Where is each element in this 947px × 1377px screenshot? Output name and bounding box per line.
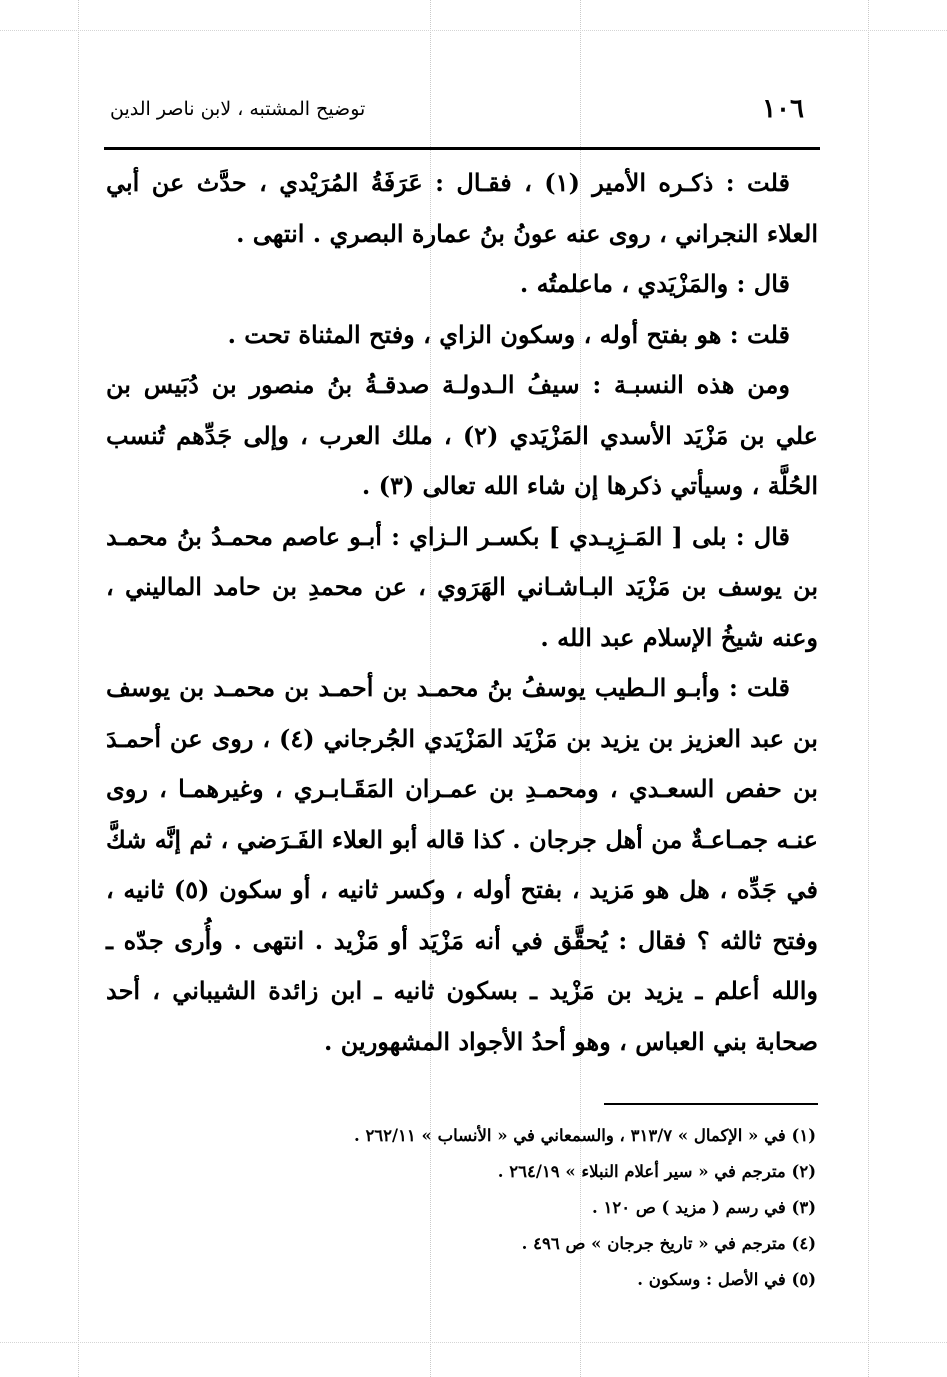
page-number: ١٠٦ — [762, 94, 804, 124]
footnote: (١) في « الإكمال » ٣١٣/٧ ، والسمعاني في « الأنساب » ٢٦٢/١١ . — [353, 1126, 816, 1145]
paragraph: قلت : وأبـو الـطيب يوسفُ بنُ محمـد بن أحمـد بن محمـد بن يوسف بن عبد العزيز بن يزيد بن مَزْيَد المَزْيَدي الجُرجاني (٤) ، روى عن أحمـدَ بن حفص السعـدي ، ومحمـدِ بن عمـران المَقَـابـري ، وغيرهمـا ، روى عنـه جمـاعـةٌ من أهل جرجان . كذا قاله أبو العلاء الفَـرَضي ، ثم إنَّه شكَّ في جَدِّه ، هل هو مَزيد ، بفتح أوله ، وكسر ثانيه ، أو سكون (٥) ثانيه ، وفتح ثالثه ؟ فقال : يُحقَّق في أنه مَزْيَد أو مَزْيد . انتهى . وأُرى جدّه ـ والله أعلم ـ يزيد بن مَزْيد ـ بسكون ثانيه ـ ابن زائدة الشيباني ، أحد صحابة بني العباس ، وهو أحدُ الأجواد المشهورين . — [106, 673, 818, 1056]
running-title: توضيح المشتبه ، لابن ناصر الدين — [110, 98, 366, 120]
scan-guide-line — [0, 1342, 947, 1343]
scan-guide-line — [78, 0, 79, 1377]
page-header — [104, 92, 818, 132]
paragraph: قلت : ذكـره الأمير (١) ، فقـال : عَرَفَةُ المُرَيْدي ، حدَّث عن أبي العلاء النجراني ، روى عنه عونُ بنُ عمارة البصري . انتهى . — [106, 168, 818, 248]
footnote-rule — [604, 1103, 818, 1105]
footnote: (٥) في الأصل : وسكون . — [637, 1270, 816, 1289]
footnote: (٣) في رسم ( مزيد ) ص ١٢٠ . — [592, 1198, 816, 1217]
footnote: (٤) مترجم في « تاريخ جرجان » ص ٤٩٦ . — [521, 1234, 816, 1253]
scan-guide-line — [868, 0, 869, 1377]
header-rule — [104, 147, 820, 150]
paragraph: قلت : هو بفتح أوله ، وسكون الزاي ، وفتح المثناة تحت . — [227, 319, 790, 349]
main-text — [106, 158, 818, 1067]
footnotes — [160, 1118, 816, 1298]
paragraph: قال : والمَزْيَدي ، ماعلمتُه . — [519, 269, 790, 298]
paragraph: قال : بلى [ المَـزِيـدي ] بكسـر الـزاي : أبـو عاصم محمـدُ بنُ محمـد بن يوسف بن مَزْيَد البـاشـاني الهَرَوي ، عن محمدِ بن حامد الماليني ، وعنه شيخُ الإسلام عبد الله . — [106, 521, 818, 652]
paragraph: ومن هذه النسبـة : سيفُ الـدولـة صدقـةُ بنُ منصور بن دُبَيس بن علي بن مَزْيَد الأسدي المَزْيَدي (٢) ، ملك العرب ، وإلى جَدِّهم تُنسب الحُلَّة ، وسيأتي ذكرها إن شاء الله تعالى (٣) . — [106, 370, 818, 500]
scan-guide-line — [0, 30, 947, 31]
footnote: (٢) مترجم في « سير أعلام النبلاء » ٢٦٤/١٩ . — [497, 1162, 816, 1181]
